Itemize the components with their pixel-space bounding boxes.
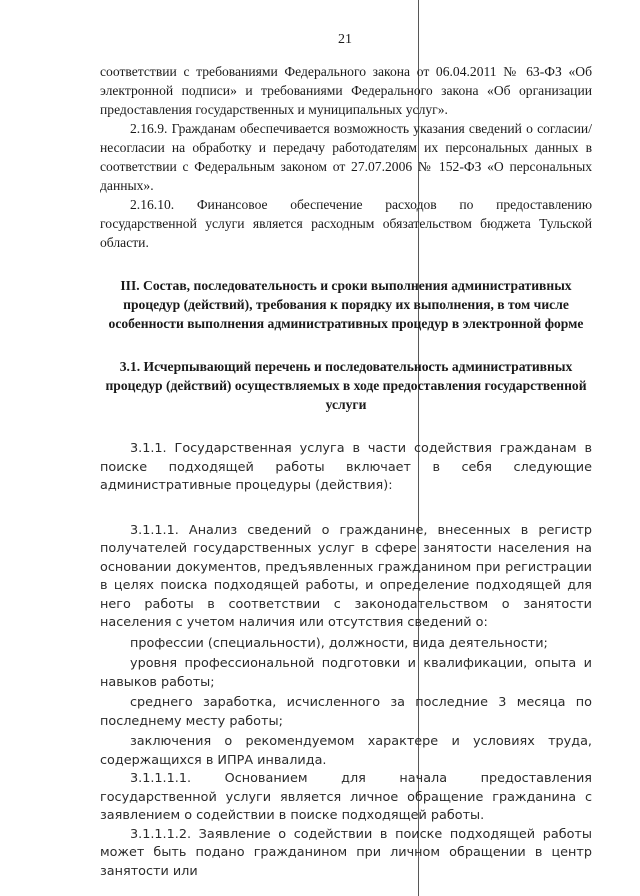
- list-item: заключения о рекомендуемом характере и условиях труда, содержащихся в ИПРА инвалида.: [100, 734, 592, 768]
- paragraph-3-1-1-1-1: 3.1.1.1.1. Основанием для начала предоставления государственной услуги является личное обращение гражданина с заявлением о содействии в поиске подходящей работы.: [100, 771, 592, 823]
- subsection-heading: 3.1. Исчерпывающий перечень и последовательность административных процедур (действий) осуществляемых в ходе предоставления государственной услуги: [105, 359, 587, 412]
- paragraph-2-16-9: 2.16.9. Гражданам обеспечивается возможность указания сведений о согласии/несогласии на обработку и передачу работодателям их персональных данных в соответствии с Федеральным законом от 27.07.2006 № 152-ФЗ «О персональных данных».: [100, 121, 592, 193]
- paragraph-3-1-1-1: 3.1.1.1. Анализ сведений о гражданине, внесенных в регистр получателей государственных услуг в сфере занятости населения на основании документов, предъявленных гражданином при регистрации в целях поиска подходящей работы, и определение подходящей для него работы в соответствии с законодательством о занятости населения с учетом наличия или отсутствия сведений о:: [100, 522, 592, 630]
- paragraph-3-1-1: 3.1.1. Государственная услуга в части содействия гражданам в поиске подходящей работы включает в себя следующие административные процедуры (действия):: [100, 441, 592, 493]
- paragraph-3-1-1-1-2: 3.1.1.1.2. Заявление о содействии в поиске подходящей работы может быть подано гражданином при личном обращении в центр занятости или: [100, 826, 592, 879]
- page-number: 21: [338, 32, 352, 47]
- list-item: профессии (специальности), должности, вида деятельности;: [130, 635, 548, 651]
- section-heading: III. Состав, последовательность и сроки выполнения административных процедур (действий), требования к порядку их выполнения, в том числе особенности выполнения административных процедур в электронной форме: [108, 278, 584, 331]
- paragraph-continuation: соответствии с требованиями Федерального закона от 06.04.2011 № 63-ФЗ «Об электронной подписи» и требованиями Федерального закона «Об организации предоставления государственных и муниципальных услуг».: [100, 64, 592, 117]
- paragraph-2-16-10: 2.16.10. Финансовое обеспечение расходов по предоставлению государственной услуги является расходным обязательством бюджета Тульской области.: [100, 197, 592, 250]
- list-item: уровня профессиональной подготовки и квалификации, опыта и навыков работы;: [100, 656, 592, 690]
- document-body: [100, 62, 592, 881]
- list-item: среднего заработка, исчисленного за последние 3 месяца по последнему месту работы;: [100, 695, 592, 729]
